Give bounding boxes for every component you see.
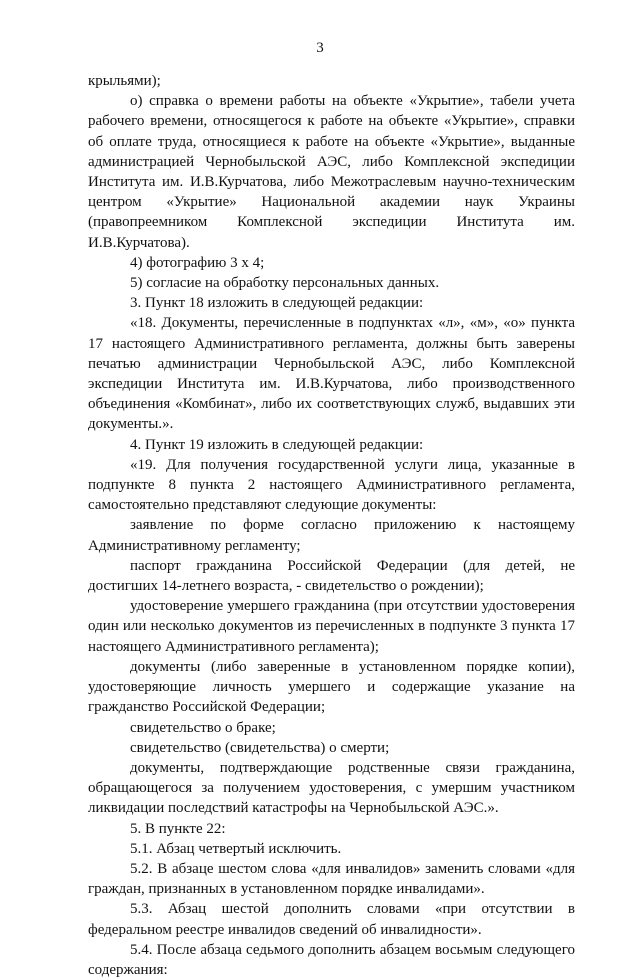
page-number: 3 xyxy=(316,40,324,56)
paragraph-point-3: 3. Пункт 18 изложить в следующей редакции: xyxy=(130,295,424,312)
paragraph-5-2: 5.2. В абзаце шестом слова «для инвалидов» заменить словами «для граждан, признанных в установленном порядке инвалидами». xyxy=(88,860,575,898)
paragraph-passport: паспорт гражданина Российской Федерации (для детей, не достигших 14-летнего возраста, - свидетельство о рождении); xyxy=(88,557,575,595)
paragraph-kinship-documents: документы, подтверждающие родственные связи гражданина, обращающегося за получением удостоверения, с умершим участником ликвидации последствий катастрофы на Чернобыльской АЭС.». xyxy=(88,759,575,817)
paragraph-point-4: 4. Пункт 19 изложить в следующей редакции: xyxy=(130,436,424,453)
paragraph-item-4: 4) фотографию 3 х 4; xyxy=(130,254,265,271)
paragraph-point-5: 5. В пункте 22: xyxy=(130,820,226,837)
paragraph-application: заявление по форме согласно приложению к настоящему Административному регламенту; xyxy=(88,517,575,554)
paragraph-5-1: 5.1. Абзац четвертый исключить. xyxy=(130,840,342,857)
paragraph-certificate: удостоверение умершего гражданина (при отсутствии удостоверения один или несколько документов из перечисленных в подпункте 3 пункта 17 настоящего Административного регламента); xyxy=(88,598,575,655)
paragraph-continuation: крыльями); xyxy=(88,73,161,89)
paragraph-5-3: 5.3. Абзац шестой дополнить словами «при отсутствии в федеральном реестре инвалидов сведений об инвалидности». xyxy=(88,901,575,938)
paragraph-marriage-certificate: свидетельство о браке; xyxy=(130,719,276,736)
paragraph-death-certificate: свидетельство (свидетельства) о смерти; xyxy=(130,739,390,756)
document-body xyxy=(88,71,575,980)
paragraph-item-o: о) справка о времени работы на объекте «Укрытие», табели учета рабочего времени, относящегося к работе на объекте «Укрытие», справки об оплате труда, относящиеся к работе на объекте «Укрытие», выданные администрацией Чернобыльской АЭС, либо Комплексной экспедиции Института им. И.В.Курчатова, либо Межотраслевым научно-техническим центром «Укрытие» Национальной академии наук Украины (правопреемником Комплексной экспедиции Института им. И.В.Курчатова). xyxy=(88,93,575,251)
paragraph-identity-documents: документы (либо заверенные в установленном порядке копии), удостоверяющие личность умершего и содержащие указание на гражданство Российской Федерации; xyxy=(88,658,575,716)
paragraph-5-4: 5.4. После абзаца седьмого дополнить абзацем восьмым следующего содержания: xyxy=(88,941,575,978)
paragraph-clause-18: «18. Документы, перечисленные в подпунктах «л», «м», «о» пункта 17 настоящего Административного регламента, должны быть заверены печатью администрации Чернобыльской АЭС, либо Комплексной экспедиции Института им. И.В.Курчатова, либо производственного объединения «Комбинат», либо их соответствующих служб, выдавших эти документы.». xyxy=(88,315,575,433)
paragraph-clause-19: «19. Для получения государственной услуги лица, указанные в подпункте 8 пункта 2 настоящего Административного регламента, самостоятельно представляют следующие документы: xyxy=(88,456,575,514)
paragraph-item-5: 5) согласие на обработку персональных данных. xyxy=(130,275,440,292)
